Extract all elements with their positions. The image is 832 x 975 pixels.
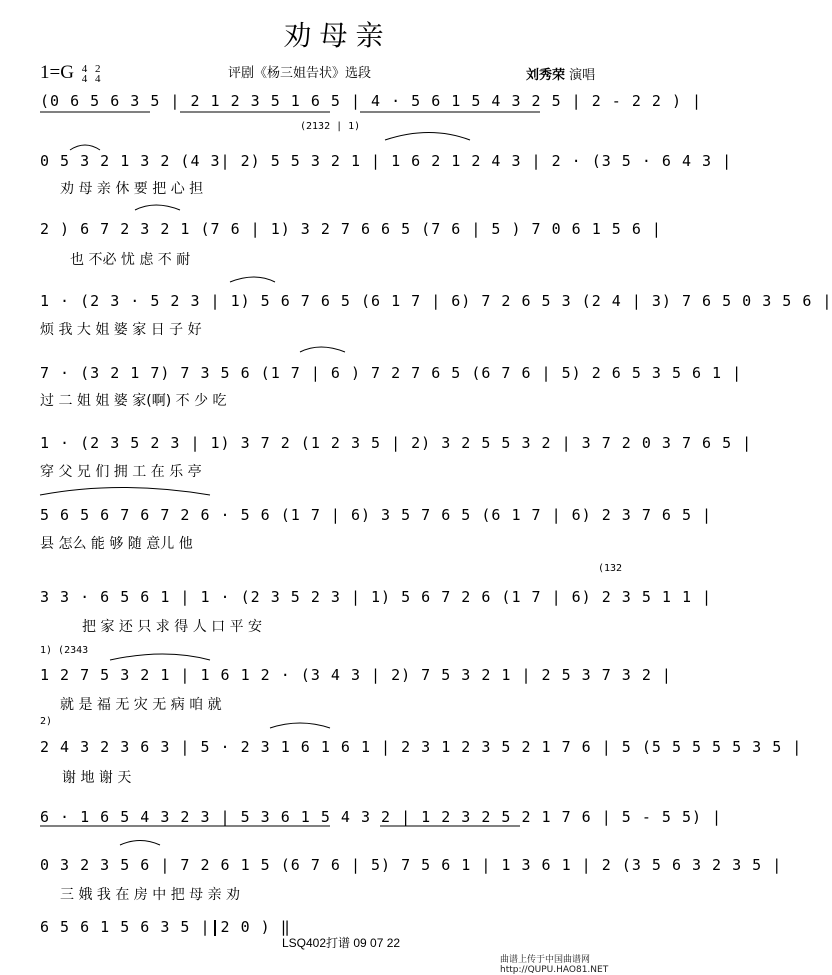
lyric-row: 三 娥 我 在 房 中 把 母 亲 劝 [60, 887, 241, 903]
watermark-line: 曲谱上传于中国曲谱网 [500, 955, 591, 965]
performer-role: 演唱 [569, 68, 596, 83]
notation-row: 3 3 · 6 5 6 1 | 1 · (2 3 5 2 3 | 1) 5 6 7 2 6 (1 7 | 6) 2 3 5 1 1 | [40, 588, 713, 606]
lyric-row: 过 二 姐 姐 婆 家(啊) 不 少 吃 [40, 393, 227, 409]
lyric-row: 烦 我 大 姐 婆 家 日 子 好 [40, 322, 202, 338]
key-signature [40, 62, 100, 84]
page-title: 劝母亲 [283, 19, 392, 52]
site-watermark [500, 955, 608, 975]
notation-row: 7 · (3 2 1 7) 7 3 5 6 (1 7 | 6 ) 7 2 7 6 5 (6 7 6 | 5) 2 6 5 3 5 6 1 | [40, 364, 743, 382]
lyric-row: 穿 父 兄 们 拥 工 在 乐 亭 [40, 464, 202, 480]
notation-annotation: 2) [40, 716, 53, 727]
time-signature-1: 4 4 [81, 62, 88, 85]
lyric-row: 谢 地 谢 天 [62, 770, 132, 786]
notation-row: 6 5 6 1 5 6 3 5 | 2 0 ) ‖ [40, 918, 291, 936]
lyric-row: 县 怎么 能 够 随 意儿 他 [40, 536, 193, 552]
performer [526, 64, 595, 83]
notation-annotation: (2132 | 1) [300, 121, 361, 132]
notation-row: 1 · (2 3 · 5 2 3 | 1) 5 6 7 6 5 (6 1 7 | 6) 7 2 6 5 3 (2 4 | 3) 7 6 5 0 3 5 6 | [40, 292, 832, 310]
lyric-row: 把 家 还 只 求 得 人 口 平 安 [82, 619, 263, 635]
notation-row: 5 6 5 6 7 6 7 2 6 · 5 6 (1 7 | 6) 3 5 7 6 5 (6 1 7 | 6) 2 3 7 6 5 | [40, 506, 713, 524]
notation-row: 2 4 3 2 3 6 3 | 5 · 2 3 1 6 1 6 1 | 2 3 1 2 3 5 2 1 7 6 | 5 (5 5 5 5 5 3 5 | [40, 738, 803, 756]
time-signature-2: 2 4 [94, 62, 101, 85]
performer-name: 刘秀荣 [526, 68, 566, 83]
notation-row: 1 2 7 5 3 2 1 | 1 6 1 2 · (3 4 3 | 2) 7 5 3 2 1 | 2 5 3 7 3 2 | [40, 666, 672, 684]
key-label: 1=G [40, 62, 74, 83]
notation-annotation: (132 [598, 563, 623, 574]
notation-row: 0 5 3 2 1 3 2 (4 3| 2) 5 5 3 2 1 | 1 6 2 1 2 4 3 | 2 · (3 5 · 6 4 3 | [40, 152, 733, 170]
transcriber-credit: LSQ402打谱 09 07 22 [282, 936, 401, 950]
notation-row: 0 3 2 3 5 6 | 7 2 6 1 5 (6 7 6 | 5) 7 5 6 1 | 1 3 6 1 | 2 (3 5 6 3 2 3 5 | [40, 856, 783, 874]
watermark-line: http://QUPU.HAO81.NET [500, 965, 609, 975]
notation-row: 6 · 1 6 5 4 3 2 3 | 5 3 6 1 5 4 3 2 | 1 2 3 2 5 2 1 7 6 | 5 - 5 5) | [40, 808, 723, 826]
lyric-row: 就 是 福 无 灾 无 病 咱 就 [60, 697, 222, 713]
notation-row: 2 ) 6 7 2 3 2 1 (7 6 | 1) 3 2 7 6 6 5 (7 6 | 5 ) 7 0 6 1 5 6 | [40, 220, 662, 238]
notation-row: 1 · (2 3 5 2 3 | 1) 3 7 2 (1 2 3 5 | 2) 3 2 5 5 3 2 | 3 7 2 0 3 7 6 5 | [40, 434, 753, 452]
notation-annotation: 1) (2343 [40, 645, 89, 656]
lyric-row: 劝 母 亲 休 要 把 心 担 [60, 181, 204, 197]
lyric-row: 也 不必 忧 虑 不 耐 [70, 252, 191, 268]
notation-row: (0 6 5 6 3 5 | 2 1 2 3 5 1 6 5 | 4 · 5 6 1 5 4 3 2 5 | 2 - 2 2 ) | [40, 92, 703, 110]
subtitle: 评剧《杨三姐告状》选段 [228, 66, 372, 81]
